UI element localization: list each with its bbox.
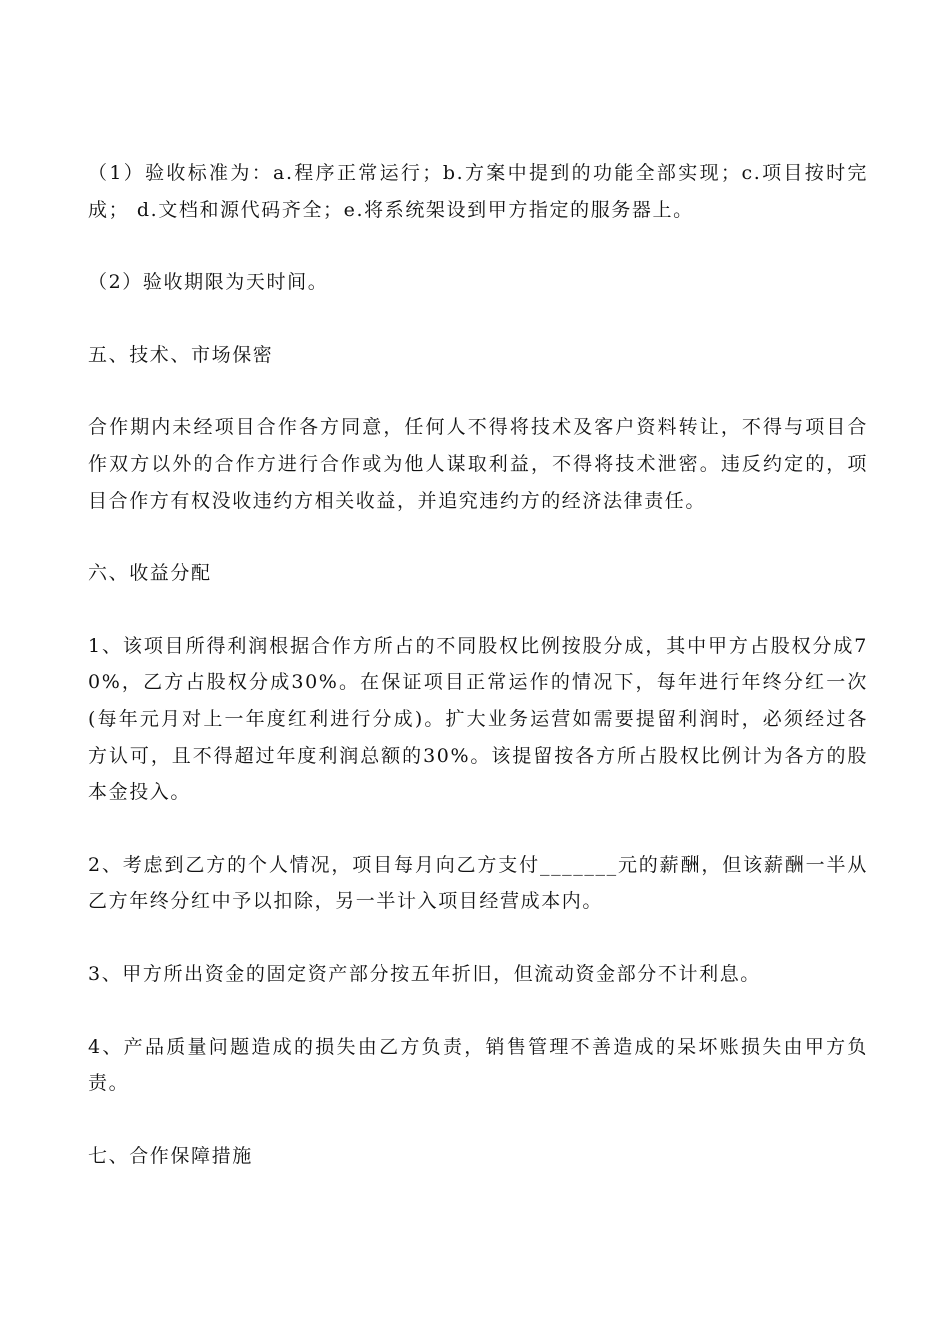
paragraph-gap — [88, 592, 868, 628]
confidentiality-paragraph: 合作期内未经项目合作各方同意，任何人不得将技术及客户资料转让，不得与项目合作双方以外的合作方进行合作或为他人谋取利益，不得将技术泄密。违反约定的，项目合作方有权没收违约方相关收益，并追究违约方的经济法律责任。 — [88, 416, 868, 512]
section-heading-profit-distribution: 六、收益分配 — [88, 562, 212, 585]
document-body — [88, 155, 868, 1174]
section-heading-confidentiality: 五、技术、市场保密 — [88, 343, 274, 366]
acceptance-criteria-paragraph: （1）验收标准为：a.程序正常运行；b.方案中提到的功能全部实现；c.项目按时完成； d.文档和源代码齐全；e.将系统架设到甲方指定的服务器上。 — [88, 162, 868, 221]
profit-clause-3: 3、甲方所出资金的固定资产部分按五年折旧，但流动资金部分不计利息。 — [88, 962, 761, 985]
paragraph-gap — [88, 1102, 868, 1138]
paragraph-gap — [88, 519, 868, 555]
profit-clause-4: 4、产品质量问题造成的损失由乙方负责，销售管理不善造成的呆坏账损失由甲方负责。 — [88, 1035, 868, 1095]
paragraph-gap — [88, 228, 868, 264]
paragraph-gap — [88, 993, 868, 1029]
paragraph-gap — [88, 373, 868, 409]
paragraph-gap — [88, 301, 868, 337]
section-heading-safeguards: 七、合作保障措施 — [88, 1144, 253, 1167]
paragraph-gap — [88, 811, 868, 847]
profit-clause-1: 1、该项目所得利润根据合作方所占的不同股权比例按股分成，其中甲方占股权分成70%，乙方占股权分成30%。在保证项目正常运作的情况下，每年进行年终分红一次(每年元月对上一年度红利进行分成)。扩大业务运营如需要提留利润时，必须经过各方认可，且不得超过年度利润总额的30%。该提留按各方所占股权比例计为各方的股本金投入。 — [88, 634, 868, 804]
paragraph-gap — [88, 920, 868, 956]
profit-clause-2: 2、考虑到乙方的个人情况，项目每月向乙方支付_______元的薪酬，但该薪酬一半从乙方年终分红中予以扣除，另一半计入项目经营成本内。 — [88, 853, 868, 913]
acceptance-period-paragraph: （2）验收期限为天时间。 — [88, 271, 329, 294]
